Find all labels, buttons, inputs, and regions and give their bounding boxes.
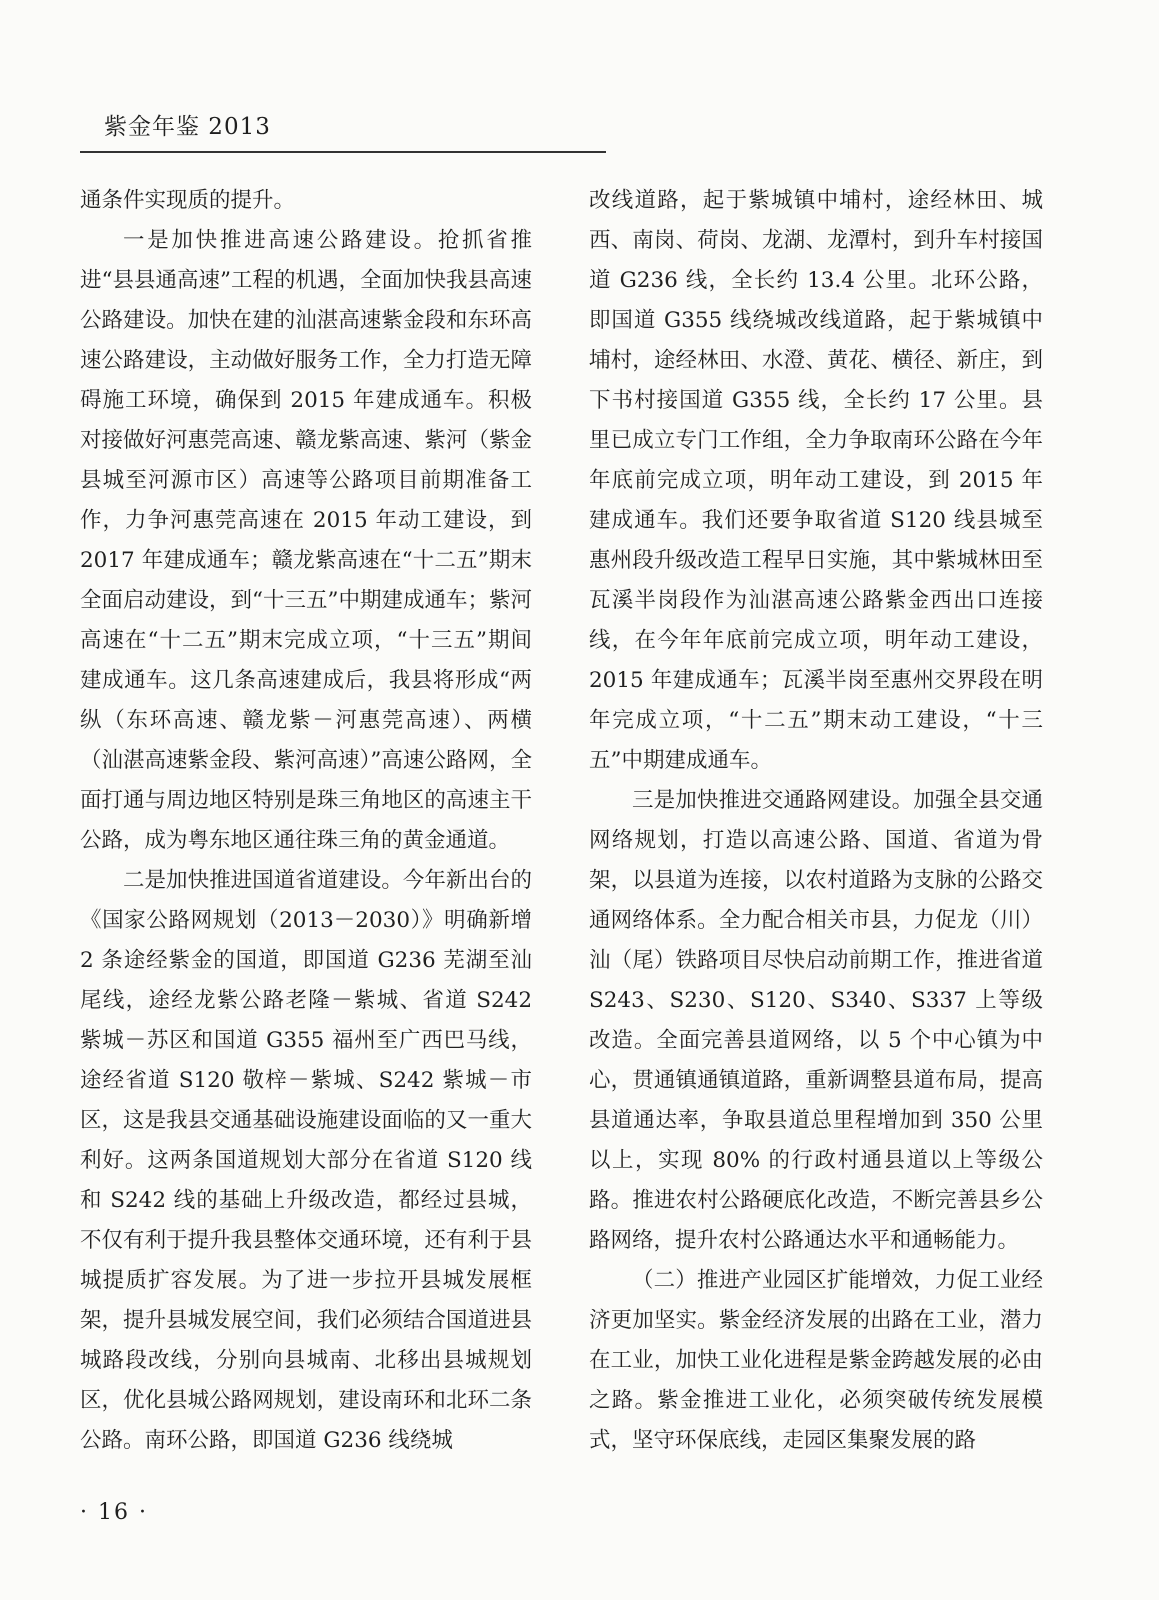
page-number: · 16 · [80,1500,148,1525]
paragraph: 通条件实现质的提升。 [80,188,296,213]
paragraph: （二）推进产业园区扩能增效，力促工业经济更加坚实。紫金经济发展的出路在工业，潜力在工业，加快工业化进程是紫金跨越发展的必由之路。紫金推进工业化，必须突破传统发展模式，坚守环保底线，走园区集聚发展的路 [589,1268,1043,1453]
paragraph: 三是加快推进交通路网建设。加强全县交通网络规划，打造以高速公路、国道、省道为骨架，以县道为连接，以农村道路为支脉的公路交通网络体系。全力配合相关市县，力促龙（川）汕（尾）铁路项目尽快启动前期工作，推进省道 S243、S230、S120、S340、S337 上等级改造。全面完善县道网络，以 5 个中心镇为中心，贯通镇通镇道路，重新调整县道布局，提高县道通达率，争取县道总里程增加到 350 公里以上，实现 80% 的行政村通县道以上等级公路。推进农村公路硬底化改造，不断完善县乡公路网络，提升农村公路通达水平和通畅能力。 [589,788,1043,1253]
paragraph: 一是加快推进高速公路建设。抢抓省推进“县县通高速”工程的机遇，全面加快我县高速公路建设。加快在建的汕湛高速紫金段和东环高速公路建设，主动做好服务工作，全力打造无障碍施工环境，确保到 2015 年建成通车。积极对接做好河惠莞高速、赣龙紫高速、紫河（紫金县城至河源市区）高速等公路项目前期准备工作，力争河惠莞高速在 2015 年动工建设，到 2017 年建成通车；赣龙紫高速在“十二五”期末全面启动建设，到“十三五”中期建成通车；紫河高速在“十二五”期末完成立项，“十三五”期间建成通车。这几条高速建成后，我县将形成“两纵（东环高速、赣龙紫－河惠莞高速）、两横（汕湛高速紫金段、紫河高速）”高速公路网，全面打通与周边地区特别是珠三角地区的高速主干公路，成为粤东地区通往珠三角的黄金通道。 [80,228,532,853]
paragraph: 改线道路，起于紫城镇中埔村，途经林田、城西、南岗、荷岗、龙湖、龙潭村，到升车村接国道 G236 线，全长约 13.4 公里。北环公路，即国道 G355 线绕城改线道路，起于紫城镇中埔村，途经林田、水澄、黄花、横径、新庄，到下书村接国道 G355 线，全长约 17 公里。县里已成立专门工作组，全力争取南环公路在今年年底前完成立项，明年动工建设，到 2015 年建成通车。我们还要争取省道 S120 线县城至惠州段升级改造工程早日实施，其中紫城林田至瓦溪半岗段作为汕湛高速公路紫金西出口连接线，在今年年底前完成立项，明年动工建设，2015 年建成通车；瓦溪半岗至惠州交界段在明年完成立项，“十二五”期末动工建设，“十三五”中期建成通车。 [589,188,1043,773]
paragraph: 二是加快推进国道省道建设。今年新出台的《国家公路网规划（2013－2030）》明确新增 2 条途经紫金的国道，即国道 G236 芜湖至汕尾线，途经龙紫公路老隆－紫城、省道 S242 紫城－苏区和国道 G355 福州至广西巴马线，途经省道 S120 敬梓－紫城、S242 紫城－市区，这是我县交通基础设施建设面临的又一重大利好。这两条国道规划大部分在省道 S120 线和 S242 线的基础上升级改造，都经过县城，不仅有利于提升我县整体交通环境，还有利于县城提质扩容发展。为了进一步拉开县城发展框架，提升县城发展空间，我们必须结合国道进县城路段改线，分别向县城南、北移出县城规划区，优化县城公路网规划，建设南环和北环二条公路。南环公路，即国道 G236 线绕城 [80,868,532,1453]
running-header: 紫金年鉴 2013 [104,114,271,140]
header-rule [80,151,606,153]
right-column [589,181,1043,1461]
left-column [80,181,532,1461]
